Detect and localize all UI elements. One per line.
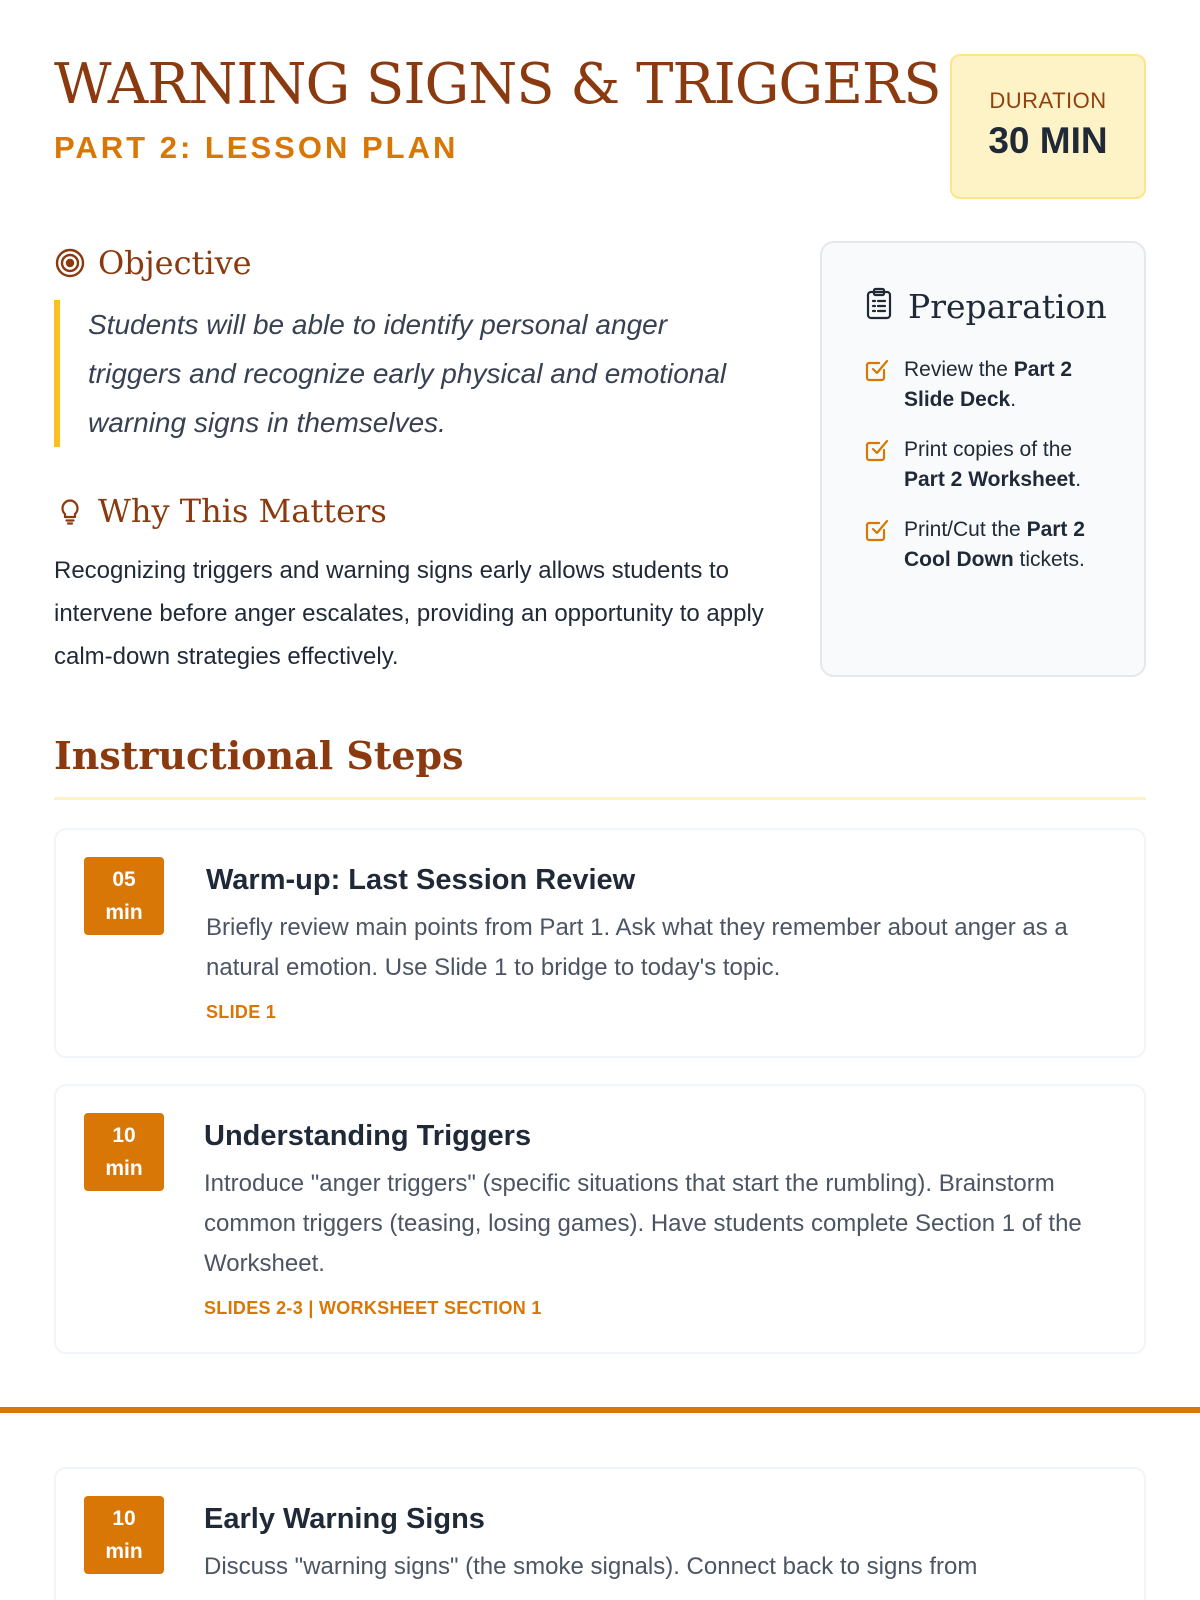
duration-badge <box>950 54 1146 199</box>
preparation-item-bold: Part 2 Cool Down <box>904 518 1085 571</box>
page-subtitle: PART 2: LESSON PLAN <box>54 130 459 165</box>
clipboard-icon <box>864 287 894 326</box>
step-duration-badge <box>84 857 164 935</box>
preparation-card <box>820 241 1146 677</box>
preparation-item-suffix: tickets. <box>1013 548 1085 571</box>
step-reference: SLIDE 1 <box>206 1002 277 1022</box>
lightbulb-icon <box>54 495 86 527</box>
duration-value: 30 MIN <box>988 120 1108 161</box>
step-minutes: 10 <box>112 1124 136 1147</box>
preparation-heading-label: Preparation <box>908 287 1107 326</box>
objective-text: Students will be able to identify personal anger triggers and recognize early physical and emotional warning signs in themselves. <box>54 300 754 447</box>
checkbox-icon <box>864 437 890 463</box>
preparation-item-text: Print copies of the <box>904 438 1073 461</box>
objective-heading <box>54 244 252 282</box>
step-body <box>204 1499 1104 1587</box>
step-minutes: 05 <box>112 868 136 891</box>
preparation-item <box>864 435 1114 495</box>
section-divider <box>54 797 1146 800</box>
step-unit: min <box>105 1540 143 1563</box>
step-reference: SLIDES 2-3 | WORKSHEET SECTION 1 <box>204 1298 542 1318</box>
step-description: Discuss "warning signs" (the smoke signals). Connect back to signs from <box>204 1553 978 1580</box>
preparation-item-bold: Part 2 Slide Deck <box>904 358 1073 411</box>
step-title: Warm-up: Last Session Review <box>206 864 636 896</box>
why-heading <box>54 492 387 530</box>
step-card <box>54 1084 1146 1354</box>
preparation-item <box>864 355 1114 415</box>
step-unit: min <box>105 901 143 924</box>
objective-heading-label: Objective <box>98 244 252 282</box>
preparation-item-text: Print/Cut the <box>904 518 1027 541</box>
step-body <box>204 1116 1104 1319</box>
step-body <box>206 860 1106 1023</box>
step-description: Introduce "anger triggers" (specific situations that start the rumbling). Brainstorm common triggers (teasing, losing games). Have students complete Section 1 of the Worksheet. <box>204 1170 1082 1277</box>
step-unit: min <box>105 1157 143 1180</box>
step-title: Early Warning Signs <box>204 1503 485 1535</box>
step-card <box>54 1467 1146 1600</box>
why-heading-label: Why This Matters <box>98 492 387 530</box>
preparation-item-suffix: . <box>1010 388 1017 411</box>
step-minutes: 10 <box>112 1507 136 1530</box>
preparation-item-suffix: . <box>1075 468 1082 491</box>
preparation-heading <box>864 287 1107 326</box>
preparation-item-text: Review the <box>904 358 1014 381</box>
step-title: Understanding Triggers <box>204 1120 532 1152</box>
steps-heading: Instructional Steps <box>54 733 464 778</box>
page-title: WARNING SIGNS & TRIGGERS <box>54 52 941 117</box>
checkbox-icon <box>864 517 890 543</box>
step-duration-badge <box>84 1113 164 1191</box>
why-text: Recognizing triggers and warning signs early allows students to intervene before anger escalates, providing an opportunity to apply calm-down strategies effectively. <box>54 557 764 670</box>
checkbox-icon <box>864 357 890 383</box>
step-duration-badge <box>84 1496 164 1574</box>
duration-label: DURATION <box>989 88 1107 113</box>
step-card <box>54 828 1146 1058</box>
page-break-bar <box>0 1407 1200 1413</box>
preparation-item-bold: Part 2 Worksheet <box>904 468 1076 491</box>
step-description: Briefly review main points from Part 1. Ask what they remember about anger as a natural emotion. Use Slide 1 to bridge to today's topic. <box>206 914 1068 981</box>
preparation-list <box>864 355 1114 595</box>
target-icon <box>54 247 86 279</box>
preparation-item <box>864 515 1114 575</box>
